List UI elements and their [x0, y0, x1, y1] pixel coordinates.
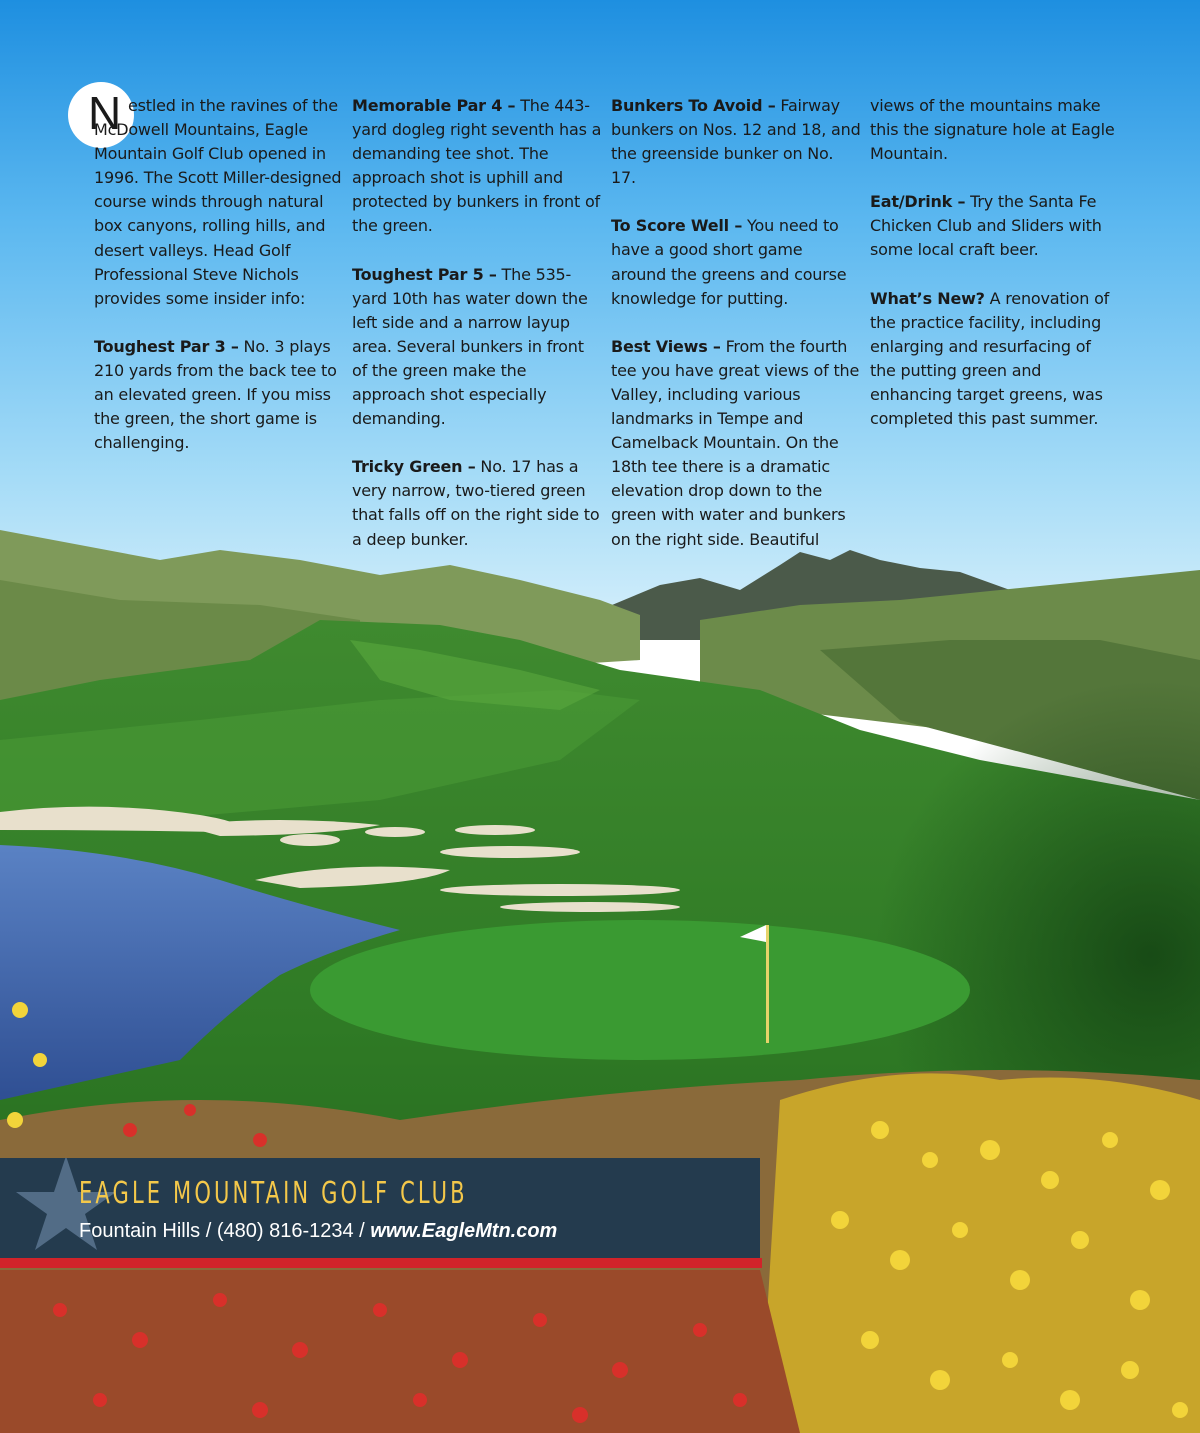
club-location-phone: Fountain Hills / (480) 816-1234 / — [79, 1220, 371, 1242]
whats-new-text: A renovation of the practice facility, including enlarging and resurfacing of the putting green and enhancing target greens, was completed this past summer. — [870, 288, 1110, 429]
club-website-link[interactable]: www.EagleMtn.com — [370, 1220, 558, 1242]
views-continued-text: views of the mountains make this the signature hole at Eagle Mountain. — [870, 96, 1115, 164]
article-column-3 — [611, 94, 861, 576]
score-text: You need to have a good short game around the greens and course knowledge for putting. — [611, 216, 847, 308]
bunkers-text: Fairway bunkers on Nos. 12 and 18, and the greenside bunker on No. 17. — [611, 96, 861, 188]
tricky-green-paragraph — [352, 455, 602, 551]
eat-drink-paragraph — [870, 190, 1120, 262]
toughest-par5-paragraph — [352, 263, 602, 432]
whats-new-label: What’s New? — [870, 288, 985, 308]
toughest-par3-paragraph — [94, 335, 344, 455]
article-column-2 — [352, 94, 602, 576]
whats-new-paragraph — [870, 287, 1120, 432]
bunkers-label: Bunkers To Avoid – — [611, 96, 776, 115]
views-continued-paragraph — [870, 94, 1120, 166]
toughest-par3-text: No. 3 plays 210 yards from the back tee to an elevated green. If you miss the green, the short game is challenging. — [94, 336, 337, 453]
eat-drink-label: Eat/Drink – — [870, 192, 966, 212]
bunkers-paragraph — [611, 94, 861, 190]
club-name-title: EAGLE MOUNTAIN GOLF CLUB — [79, 1176, 468, 1211]
memorable-par4-paragraph — [352, 94, 602, 239]
eat-drink-text: Try the Santa Fe Chicken Club and Sliders with some local craft beer. — [870, 192, 1102, 260]
score-label: To Score Well – — [611, 216, 743, 236]
intro-text: estled in the ravines of the McDowell Mountains, Eagle Mountain Golf Club opened in 1996. The Scott Miller-designed course winds through natural box canyons, rolling hills, and desert valleys. Head Golf Professional Steve Nichols provides some insider info: — [94, 96, 342, 308]
memorable-par4-text: The 443-yard dogleg right seventh has a demanding tee shot. The approach shot is uphill and protected by bunkers in front of the green. — [352, 96, 602, 236]
banner-red-stripe — [0, 1258, 762, 1268]
intro-paragraph — [94, 94, 344, 311]
dropcap-letter: N — [88, 87, 122, 139]
views-text: From the fourth tee you have great views of the Valley, including various landmarks in Tempe and Camelback Mountain. On the 18th tee there is a dramatic elevation drop down to the green with water and bunkers on the right side. Beautiful — [611, 336, 860, 549]
score-paragraph — [611, 214, 861, 310]
toughest-par5-text: The 535-yard 10th has water down the left side and a narrow layup area. Several bunkers in front of the green make the approach shot especially demanding. — [352, 264, 588, 429]
memorable-par4-label: Memorable Par 4 – — [352, 96, 516, 115]
tricky-green-text: No. 17 has a very narrow, two-tiered green that falls off on the right side to a deep bunker. — [352, 457, 600, 549]
article-column-4 — [870, 94, 1120, 455]
views-label: Best Views – — [611, 336, 721, 356]
tricky-green-label: Tricky Green – — [352, 457, 476, 477]
article-column-1 — [94, 94, 344, 479]
views-paragraph — [611, 335, 861, 552]
toughest-par5-label: Toughest Par 5 – — [352, 264, 497, 284]
club-contact-line — [79, 1220, 557, 1243]
toughest-par3-label: Toughest Par 3 – — [94, 336, 239, 356]
